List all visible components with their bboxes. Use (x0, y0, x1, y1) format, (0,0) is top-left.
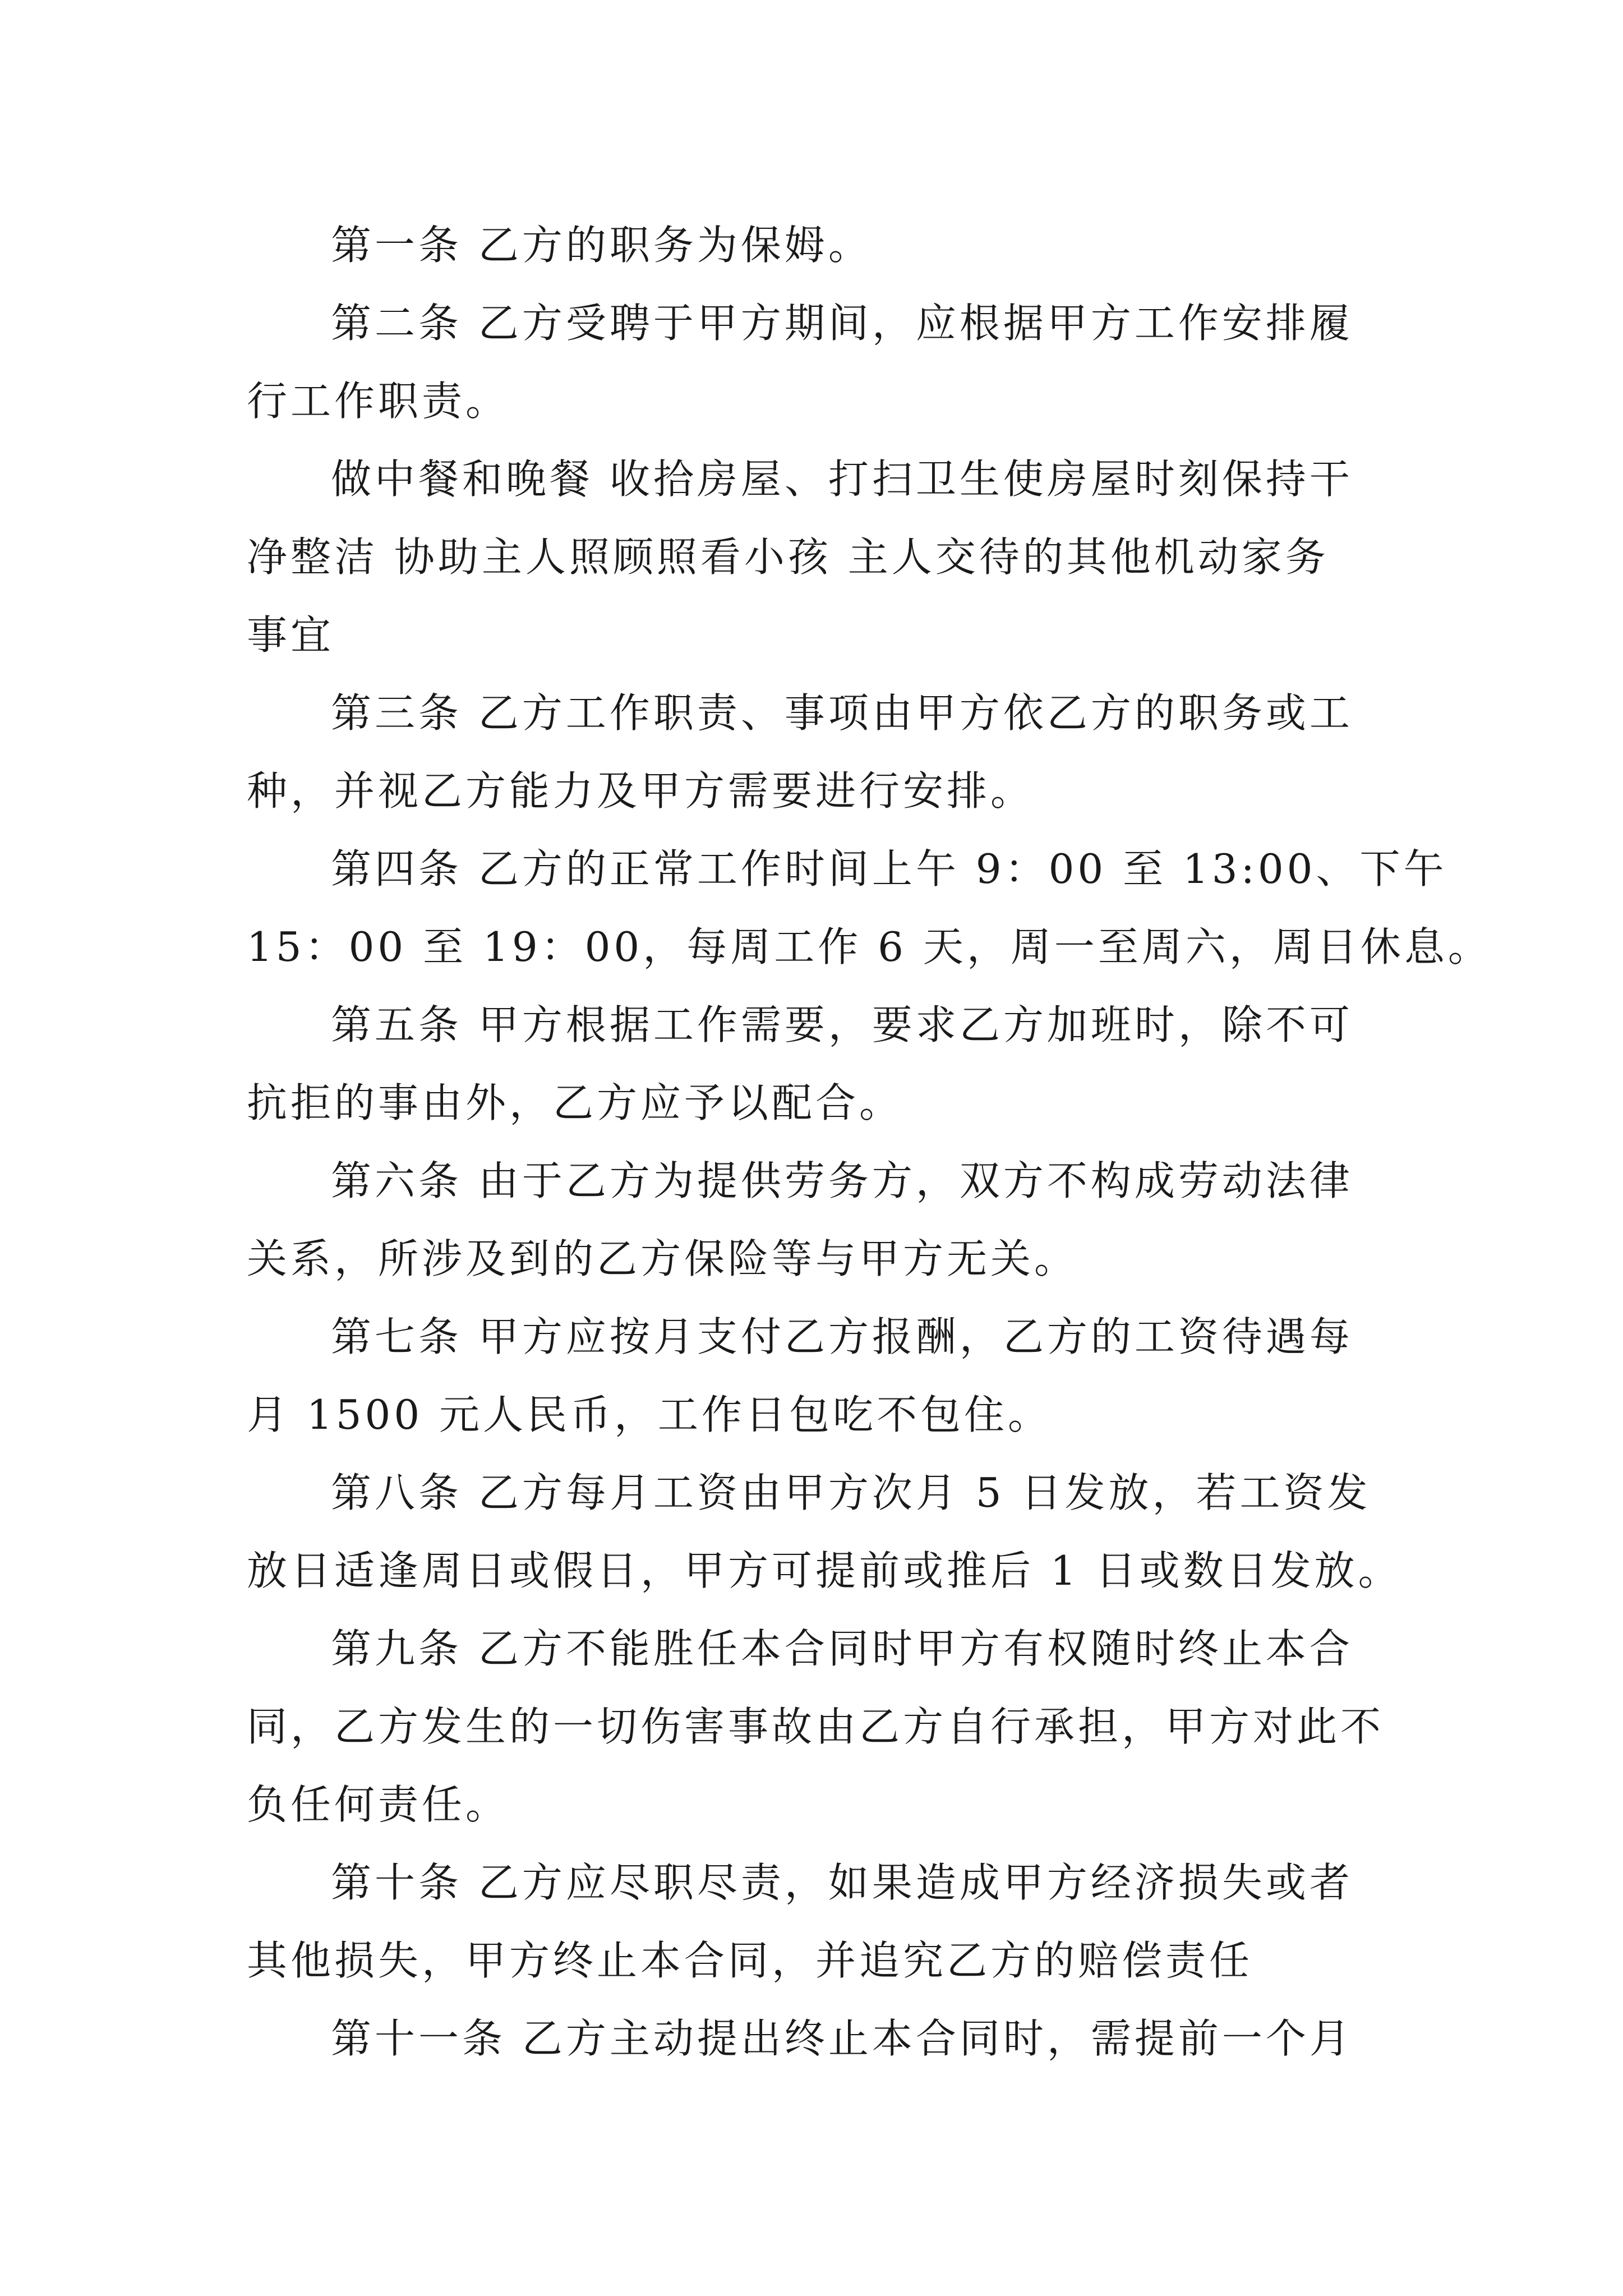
text-line: 第八条 乙方每月工资由甲方次月 5 日发放，若工资发 (331, 1469, 1371, 1516)
text-line: 第十一条 乙方主动提出终止本合同时，需提前一个月 (331, 2015, 1353, 2062)
text-line: 第六条 由于乙方为提供劳务方，双方不构成劳动法律 (331, 1157, 1353, 1204)
text-line: 月 1500 元人民币，工作日包吃不包住。 (247, 1391, 1052, 1438)
article-7-paragraph (247, 1298, 1391, 1454)
text-line: 其他损失，甲方终止本合同，并追究乙方的赔偿责任 (247, 1937, 1253, 1984)
text-line: 第一条 乙方的职务为保姆。 (331, 222, 872, 269)
text-line: 同，乙方发生的一切伤害事故由乙方自行承担，甲方对此不 (247, 1703, 1385, 1750)
article-10-paragraph (247, 1844, 1391, 2000)
text-line: 第三条 乙方工作职责、事项由甲方依乙方的职务或工 (331, 689, 1353, 737)
text-line: 第九条 乙方不能胜任本合同时甲方有权随时终止本合 (331, 1625, 1353, 1672)
article-6-paragraph (247, 1142, 1391, 1298)
document-body (247, 206, 1492, 2078)
text-line: 事宜 (247, 611, 335, 659)
text-line: 负任何责任。 (247, 1781, 510, 1828)
text-line: 15：00 至 19：00，每周工作 6 天，周一至周六，周日休息。 (247, 923, 1492, 970)
article-4-paragraph (247, 830, 1492, 986)
text-line: 关系，所涉及到的乙方保险等与甲方无关。 (247, 1235, 1078, 1282)
article-5-paragraph (247, 986, 1391, 1142)
text-line: 第二条 乙方受聘于甲方期间，应根据甲方工作安排履 (331, 300, 1353, 347)
article-9-paragraph (247, 1610, 1391, 1844)
text-line: 做中餐和晚餐 收拾房屋、打扫卫生使房屋时刻保持干 (331, 455, 1353, 503)
text-line: 第五条 甲方根据工作需要，要求乙方加班时，除不可 (331, 1001, 1353, 1048)
article-3-paragraph (247, 674, 1391, 830)
text-line: 行工作职责。 (247, 378, 510, 425)
text-line: 净整洁 协助主人照顾照看小孩 主人交待的其他机动家务 (247, 533, 1329, 581)
text-line: 种，并视乙方能力及甲方需要进行安排。 (247, 767, 1035, 815)
text-line: 第十条 乙方应尽职尽责，如果造成甲方经济损失或者 (331, 1859, 1353, 1906)
text-line: 抗拒的事由外，乙方应予以配合。 (247, 1079, 903, 1126)
article-8-paragraph (247, 1454, 1402, 1610)
duties-paragraph (247, 440, 1391, 674)
article-1-paragraph (247, 206, 1391, 284)
text-line: 放日适逢周日或假日，甲方可提前或推后 1 日或数日发放。 (247, 1547, 1402, 1594)
text-line: 第四条 乙方的正常工作时间上午 9：00 至 13:00、下午 (331, 845, 1447, 892)
article-2-paragraph (247, 284, 1391, 440)
article-11-paragraph (247, 2000, 1391, 2078)
text-line: 第七条 甲方应按月支付乙方报酬，乙方的工资待遇每 (331, 1313, 1353, 1360)
